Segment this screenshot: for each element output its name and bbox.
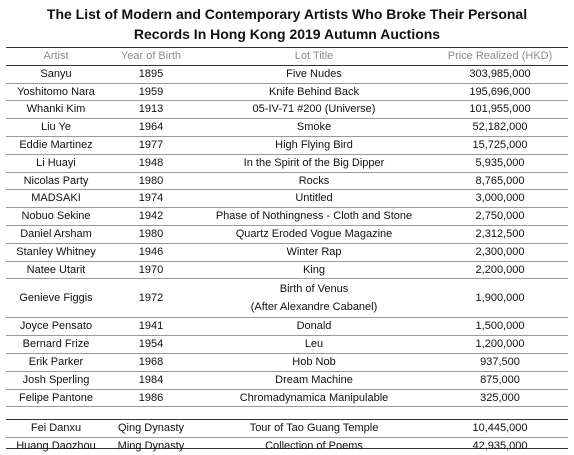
cell-artist: Nobuo Sekine [6, 208, 106, 226]
cell-artist: Sanyu [6, 65, 106, 83]
cell-lot: Smoke [196, 119, 432, 137]
cell-year: 1946 [106, 243, 196, 261]
table-row [6, 101, 568, 119]
cell-price: 1,200,000 [432, 336, 568, 354]
cell-artist: Daniel Arsham [6, 225, 106, 243]
lot-title-line-1: Birth of Venus [279, 283, 349, 296]
cell-artist: Yoshitomo Nara [6, 83, 106, 101]
cell-lot: Chromadynamica Manipulable [196, 389, 432, 407]
cell-year: 1895 [106, 65, 196, 83]
cell-lot: Hob Nob [196, 353, 432, 371]
table-row [6, 279, 568, 318]
title-line-2: Records In Hong Kong 2019 Autumn Auctions [133, 26, 441, 42]
cell-lot: King [196, 261, 432, 279]
cell-price: 5,935,000 [432, 154, 568, 172]
cell-year: 1980 [106, 225, 196, 243]
cell-lot: Quartz Eroded Vogue Magazine [196, 225, 432, 243]
cell-artist: Stanley Whitney [6, 243, 106, 261]
cell-year: Qing Dynasty [106, 420, 196, 438]
cell-year: 1977 [106, 136, 196, 154]
cell-price: 15,725,000 [432, 136, 568, 154]
cell-lot: Five Nudes [196, 65, 432, 83]
table-row [6, 371, 568, 389]
cell-price: 2,200,000 [432, 261, 568, 279]
table-row [6, 438, 568, 455]
cell-year: 1972 [106, 279, 196, 318]
cell-lot: 05-IV-71 #200 (Universe) [196, 101, 432, 119]
header-lot-title: Lot Title [196, 48, 432, 65]
cell-lot: High Flying Bird [196, 136, 432, 154]
cell-lot: Leu [196, 336, 432, 354]
cell-lot: Dream Machine [196, 371, 432, 389]
cell-artist: Eddie Martinez [6, 136, 106, 154]
cell-year: 1964 [106, 119, 196, 137]
title-line-1: The List of Modern and Contemporary Artists Who Broke Their Personal [46, 6, 528, 22]
cell-artist: Li Huayi [6, 154, 106, 172]
cell-price: 303,985,000 [432, 65, 568, 83]
cell-price: 1,500,000 [432, 318, 568, 336]
table-row [6, 243, 568, 261]
table-row [6, 336, 568, 354]
cell-year: 1984 [106, 371, 196, 389]
cell-artist: Liu Ye [6, 119, 106, 137]
cell-price: 875,000 [432, 371, 568, 389]
table-row [6, 261, 568, 279]
table-row [6, 154, 568, 172]
cell-year: 1948 [106, 154, 196, 172]
cell-year: 1974 [106, 190, 196, 208]
cell-price: 1,900,000 [432, 279, 568, 318]
cell-year: 1968 [106, 353, 196, 371]
table-row [6, 225, 568, 243]
cell-price: 2,750,000 [432, 208, 568, 226]
cell-artist: Felipe Pantone [6, 389, 106, 407]
page-title [0, 4, 574, 44]
cell-price: 325,000 [432, 389, 568, 407]
cell-lot: Rocks [196, 172, 432, 190]
cell-price: 3,000,000 [432, 190, 568, 208]
records-table [6, 48, 568, 455]
cell-lot: Winter Rap [196, 243, 432, 261]
cell-price: 937,500 [432, 353, 568, 371]
table-row [6, 65, 568, 83]
cell-artist: Nicolas Party [6, 172, 106, 190]
table-row [6, 353, 568, 371]
table-row [6, 172, 568, 190]
table-row [6, 318, 568, 336]
header-artist: Artist [6, 48, 106, 65]
cell-artist: Huang Daozhou [16, 440, 96, 453]
cell-year: Ming Dynasty [117, 440, 185, 453]
cell-year: 1913 [106, 101, 196, 119]
cell-price: 42,935,000 [472, 440, 528, 453]
cell-artist: Bernard Frize [6, 336, 106, 354]
cell-artist: MADSAKI [6, 190, 106, 208]
table-row [6, 208, 568, 226]
cell-year: 1942 [106, 208, 196, 226]
cell-lot: Collection of Poems [265, 440, 363, 453]
cell-year: 1959 [106, 83, 196, 101]
separator-cell [6, 407, 568, 420]
lot-title-line-2: (After Alexandre Cabanel) [250, 301, 378, 314]
cell-lot [196, 279, 432, 318]
table-row [6, 136, 568, 154]
cell-lot: Knife Behind Back [196, 83, 432, 101]
table-header-row [6, 48, 568, 65]
cell-year: 1970 [106, 261, 196, 279]
cell-lot: In the Spirit of the Big Dipper [196, 154, 432, 172]
cell-price: 195,696,000 [432, 83, 568, 101]
table-row [6, 190, 568, 208]
header-year-of-birth: Year of Birth [106, 48, 196, 65]
cell-artist: Josh Sperling [6, 371, 106, 389]
cell-price: 8,765,000 [432, 172, 568, 190]
cell-lot: Phase of Nothingness - Cloth and Stone [196, 208, 432, 226]
records-table-frame [6, 47, 568, 453]
cell-artist: Fei Danxu [6, 420, 106, 438]
cell-year: 1954 [106, 336, 196, 354]
cell-price: 10,445,000 [432, 420, 568, 438]
cell-artist: Genieve Figgis [6, 279, 106, 318]
cell-price: 2,312,500 [432, 225, 568, 243]
cell-artist: Erik Parker [6, 353, 106, 371]
table-row [6, 119, 568, 137]
cell-lot: Donald [196, 318, 432, 336]
table-row [6, 83, 568, 101]
cell-artist: Whanki Kim [6, 101, 106, 119]
table-row [6, 389, 568, 407]
cell-price: 101,955,000 [432, 101, 568, 119]
header-price-realized: Price Realized (HKD) [432, 48, 568, 65]
cell-artist: Natee Utarit [6, 261, 106, 279]
cell-year: 1941 [106, 318, 196, 336]
table-row [6, 420, 568, 438]
cell-year: 1986 [106, 389, 196, 407]
cell-year: 1980 [106, 172, 196, 190]
cell-lot: Tour of Tao Guang Temple [196, 420, 432, 438]
table-separator [6, 407, 568, 420]
cell-price: 52,182,000 [432, 119, 568, 137]
cell-lot: Untitled [196, 190, 432, 208]
cell-price: 2,300,000 [432, 243, 568, 261]
cell-artist: Joyce Pensato [6, 318, 106, 336]
